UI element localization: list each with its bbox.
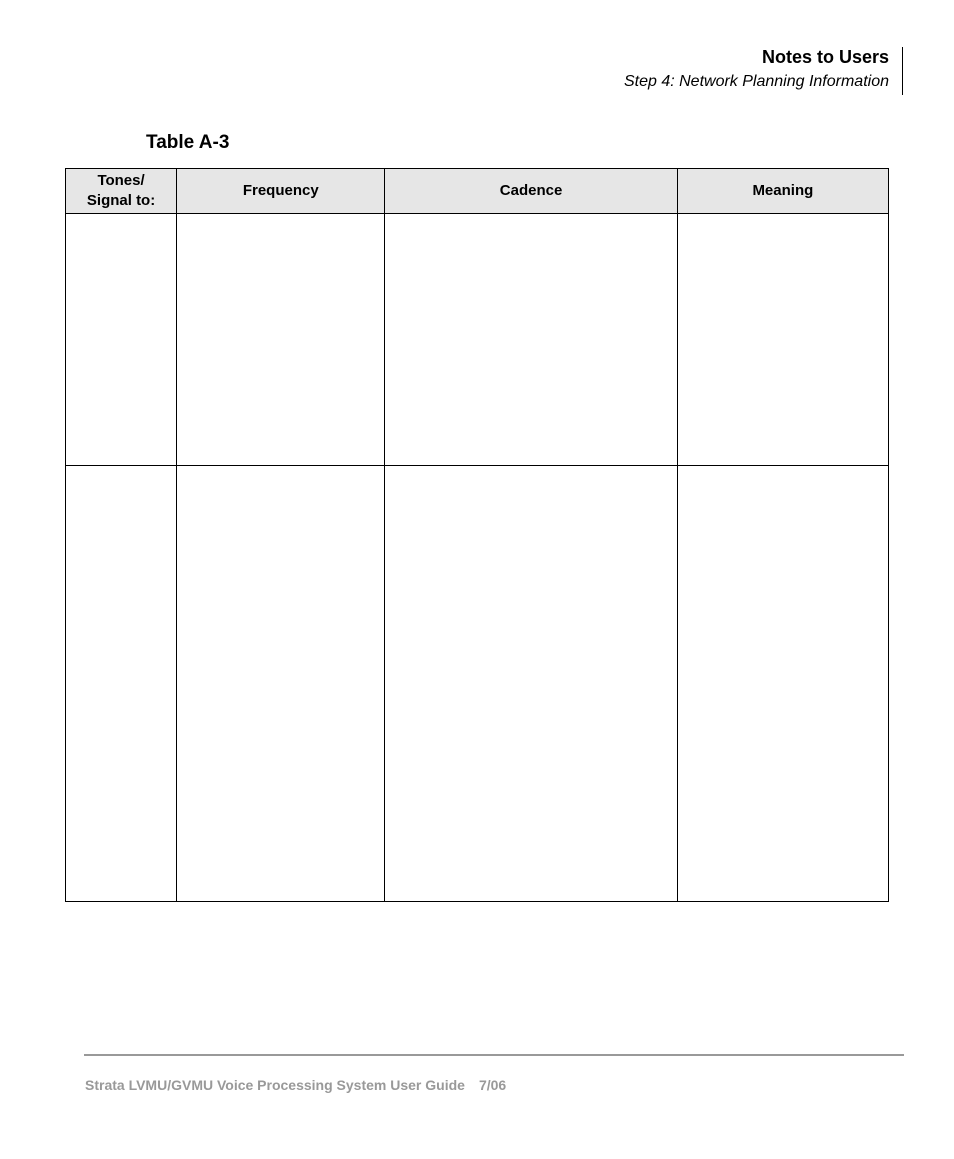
table-row xyxy=(66,466,889,902)
table-cell-cadence xyxy=(385,214,677,466)
header-subtitle: Step 4: Network Planning Information xyxy=(623,73,889,90)
table-cell-tones xyxy=(66,214,177,466)
column-header-tones-line1: Tones/ xyxy=(97,172,145,189)
column-header-frequency: Frequency xyxy=(177,169,385,214)
tones-table xyxy=(65,168,889,902)
table-row xyxy=(66,214,889,466)
header-vertical-rule xyxy=(902,47,903,95)
table-cell-meaning xyxy=(677,466,888,902)
table-cell-meaning xyxy=(677,214,888,466)
column-header-cadence: Cadence xyxy=(385,169,677,214)
column-header-tones xyxy=(66,169,177,214)
footer-rule xyxy=(84,1054,904,1056)
column-header-meaning: Meaning xyxy=(677,169,888,214)
table-cell-frequency xyxy=(177,214,385,466)
running-footer xyxy=(85,1076,506,1094)
table-cell-frequency xyxy=(177,466,385,902)
footer-guide-title: Strata LVMU/GVMU Voice Processing System User Guide xyxy=(85,1077,465,1093)
running-header xyxy=(624,46,889,93)
table-cell-cadence xyxy=(385,466,677,902)
footer-date: 7/06 xyxy=(478,1077,507,1093)
column-header-tones-line2: Signal to: xyxy=(86,192,156,209)
header-title: Notes to Users xyxy=(761,47,889,67)
table-cell-tones xyxy=(66,466,177,902)
table-caption: Table A-3 xyxy=(146,132,230,153)
table-header-row xyxy=(66,169,889,214)
